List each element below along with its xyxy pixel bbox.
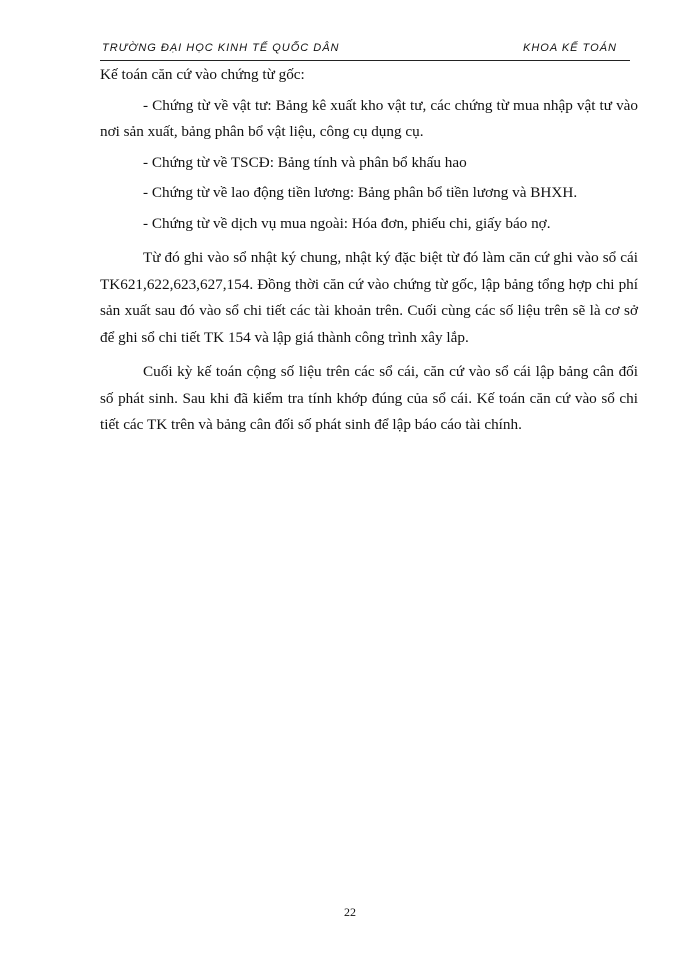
header-university: TRƯỜNG ĐẠI HỌC KINH TẾ QUỐC DÂN	[102, 42, 340, 54]
page-number: 22	[344, 905, 356, 919]
bullet-materials: - Chứng từ về vật tư: Bảng kê xuất kho vật tư, các chứng từ mua nhập vật tư vào nơi sản xuất, bảng phân bổ vật liệu, công cụ dụng cụ.	[100, 96, 638, 140]
paragraph-period-end: Cuối kỳ kế toán cộng số liệu trên các sổ cái, căn cứ vào sổ cái lập bảng cân đối số phát sinh. Sau khi đã kiểm tra tính khớp đúng của sổ cái. Kế toán căn cứ vào sổ chi tiết các TK trên và bảng cân đối số phát sinh để lập báo cáo tài chính.	[100, 363, 638, 433]
paragraph-ledger-recording: Từ đó ghi vào sổ nhật ký chung, nhật ký đặc biệt từ đó làm căn cứ ghi vào sổ cái TK621,622,623,627,154. Đồng thời căn cứ vào chứng từ gốc, lập bảng tổng hợp chi phí sản xuất sau đó vào sổ chi tiết các tài khoản trên. Cuối cùng các số liệu trên sẽ là cơ sở để ghi sổ chi tiết TK 154 và lập giá thành công trình xây lắp.	[100, 249, 638, 346]
bullet-fixed-assets: - Chứng từ về TSCĐ: Bảng tính và phân bổ khấu hao	[143, 153, 467, 171]
intro-line: Kế toán căn cứ vào chứng từ gốc:	[100, 66, 305, 83]
header-faculty: KHOA KẾ TOÁN	[523, 42, 617, 54]
page-header	[100, 40, 630, 61]
document-body	[100, 62, 638, 439]
bullet-outside-services: - Chứng từ về dịch vụ mua ngoài: Hóa đơn, phiếu chi, giấy báo nợ.	[143, 214, 551, 232]
bullet-labor-wages: - Chứng từ về lao động tiền lương: Bảng phân bổ tiền lương và BHXH.	[143, 184, 578, 201]
